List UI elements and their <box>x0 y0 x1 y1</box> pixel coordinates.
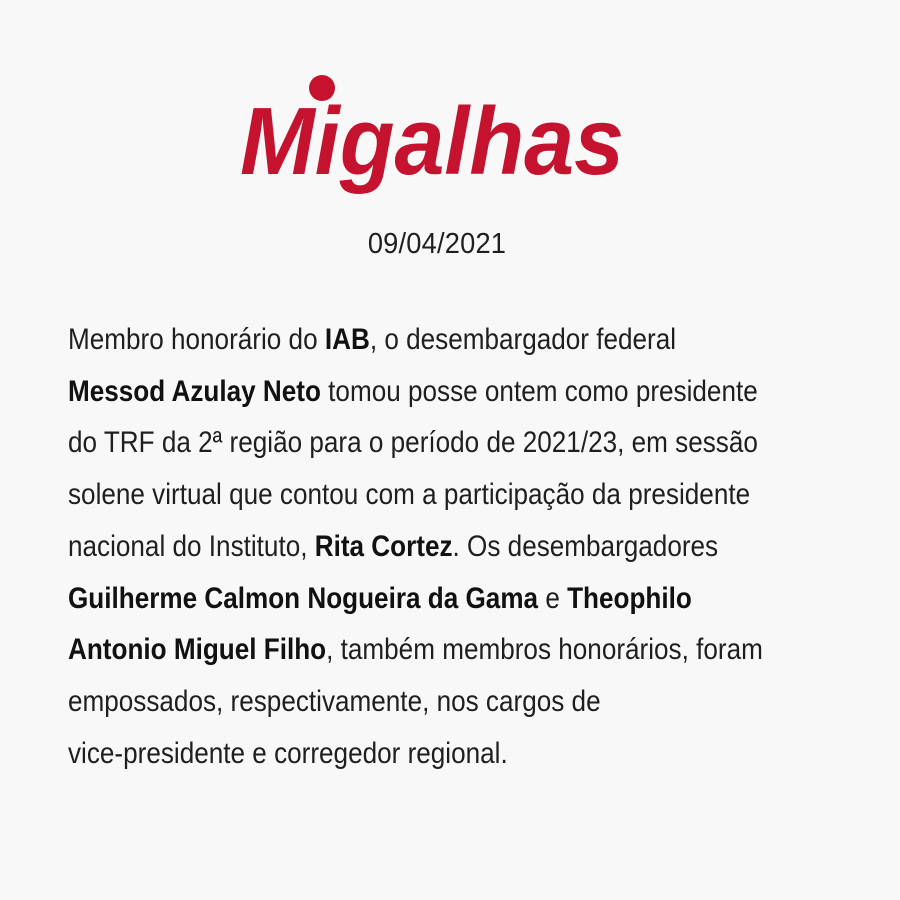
person-messod: Messod Azulay Neto <box>68 374 321 408</box>
body-line-9: vice-presidente e corregedor regional. <box>68 736 508 770</box>
org-iab: IAB <box>324 323 370 356</box>
body-line-4: solene virtual que contou com a participação da presidente <box>68 478 751 512</box>
migalhas-logo-mark <box>240 70 640 200</box>
body-line-6: Guilherme Calmon Nogueira da Gama e Theophilo <box>68 581 692 615</box>
migalhas-logo <box>240 70 640 200</box>
body-line-5: nacional do Instituto, Rita Cortez. Os desembargadores <box>68 529 719 563</box>
article-body <box>68 314 794 779</box>
body-line-2: Messod Azulay Neto tomou posse ontem como presidente <box>68 374 758 408</box>
person-theophilo: Theophilo <box>567 581 692 615</box>
publication-date: 09/04/2021 <box>367 228 507 260</box>
body-line-1: Membro honorário do IAB, o desembargador federal <box>68 323 677 356</box>
person-rita: Rita Cortez <box>314 529 453 563</box>
svg-text:Migalhas: Migalhas <box>240 88 624 195</box>
body-line-8: empossados, respectivamente, nos cargos de <box>68 684 601 718</box>
body-line-3: do TRF da 2ª região para o período de 2021/23, em sessão <box>68 426 758 460</box>
body-line-7: Antonio Miguel Filho, também membros honorários, foram <box>68 633 763 667</box>
person-guilherme: Guilherme Calmon Nogueira da Gama <box>68 581 539 615</box>
person-theophilo-cont: Antonio Miguel Filho <box>68 633 327 667</box>
